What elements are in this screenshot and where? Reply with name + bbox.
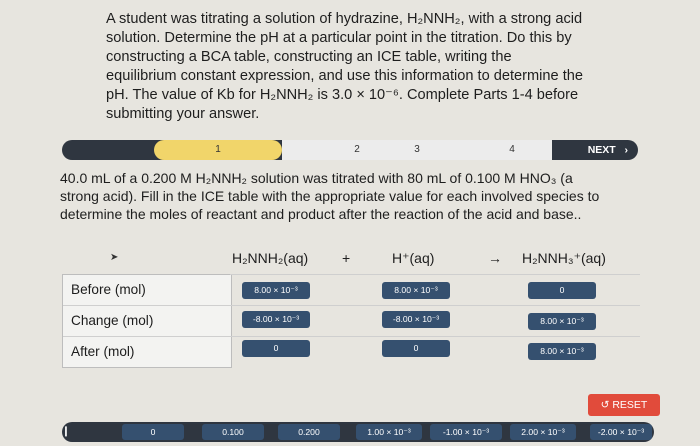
cursor-icon: ➤ bbox=[110, 252, 119, 263]
row-labels bbox=[62, 274, 232, 368]
answer-slot-before-proton[interactable]: 8.00 × 10⁻³ bbox=[382, 282, 450, 299]
problem-line: solution. Determine the pH at a particular point in the titration. Do this by bbox=[106, 30, 572, 46]
answer-slot-after-hydrazinium[interactable]: 8.00 × 10⁻³ bbox=[528, 343, 596, 360]
ice-table bbox=[62, 242, 640, 366]
step-2-tab[interactable]: 2 bbox=[282, 140, 432, 160]
answer-tile-tray bbox=[62, 422, 654, 442]
answer-slot-change-hydrazine[interactable]: -8.00 × 10⁻³ bbox=[242, 311, 310, 328]
column-header-hydrazinium: H₂NNH₃⁺(aq) bbox=[522, 250, 606, 266]
table-divider bbox=[230, 305, 640, 306]
table-divider bbox=[230, 336, 640, 337]
answer-tile[interactable]: 0.100 bbox=[202, 424, 264, 440]
column-header-proton: H⁺(aq) bbox=[392, 250, 435, 266]
plus-sign: + bbox=[342, 250, 351, 266]
step-3-tab[interactable]: 3 bbox=[362, 140, 472, 160]
answer-slot-change-proton[interactable]: -8.00 × 10⁻³ bbox=[382, 311, 450, 328]
answer-tile[interactable]: 0 bbox=[122, 424, 184, 440]
answer-slot-after-proton[interactable]: 0 bbox=[382, 340, 450, 357]
question-text bbox=[60, 169, 640, 223]
problem-line: pH. The value of Kb for H₂NNH₂ is 3.0 × 10⁻⁶. Complete Parts 1-4 before bbox=[106, 87, 579, 103]
problem-line: equilibrium constant expression, and use this information to determine the bbox=[106, 68, 583, 84]
table-divider bbox=[230, 274, 640, 275]
row-label-after: After (mol) bbox=[71, 344, 135, 359]
arrow-icon: → bbox=[488, 250, 502, 266]
problem-statement bbox=[106, 10, 626, 124]
question-line: strong acid). Fill in the ICE table with the appropriate value for each involved species to bbox=[60, 188, 600, 204]
answer-slot-before-hydrazinium[interactable]: 0 bbox=[528, 282, 596, 299]
answer-tile[interactable]: 0.200 bbox=[278, 424, 340, 440]
problem-line: submitting your answer. bbox=[106, 106, 260, 122]
answer-tile[interactable]: -2.00 × 10⁻³ bbox=[590, 424, 652, 440]
answer-slot-after-hydrazine[interactable]: 0 bbox=[242, 340, 310, 357]
answer-slot-change-hydrazinium[interactable]: 8.00 × 10⁻³ bbox=[528, 313, 596, 330]
next-button[interactable] bbox=[588, 140, 628, 160]
drag-handle-icon[interactable]: ❙ bbox=[61, 426, 71, 437]
chevron-right-icon: › bbox=[618, 144, 628, 156]
answer-slot-before-hydrazine[interactable]: 8.00 × 10⁻³ bbox=[242, 282, 310, 299]
step-1-tab[interactable]: 1 bbox=[154, 140, 282, 160]
question-line: 40.0 mL of a 0.200 M H₂NNH₂ solution was titrated with 80 mL of 0.100 M HNO₃ (a bbox=[60, 170, 573, 186]
row-label-before: Before (mol) bbox=[63, 275, 231, 306]
problem-line: A student was titrating a solution of hydrazine, H₂NNH₂, with a strong acid bbox=[106, 11, 583, 27]
answer-tile[interactable]: 1.00 × 10⁻³ bbox=[356, 424, 422, 440]
problem-line: constructing a BCA table, constructing an ICE table, writing the bbox=[106, 49, 512, 65]
answer-tile[interactable]: 2.00 × 10⁻³ bbox=[510, 424, 576, 440]
answer-tile[interactable]: -1.00 × 10⁻³ bbox=[430, 424, 502, 440]
reset-label: RESET bbox=[612, 399, 648, 411]
reset-button[interactable] bbox=[588, 394, 660, 416]
reset-icon: ↺ bbox=[600, 399, 613, 411]
step-progress-bar bbox=[62, 140, 638, 160]
question-line: determine the moles of reactant and product after the reaction of the acid and base.. bbox=[60, 206, 582, 222]
next-label: NEXT bbox=[587, 144, 616, 156]
step-4-tab[interactable]: 4 bbox=[472, 140, 552, 160]
row-label-change: Change (mol) bbox=[63, 306, 231, 337]
column-header-hydrazine: H₂NNH₂(aq) bbox=[232, 250, 309, 266]
